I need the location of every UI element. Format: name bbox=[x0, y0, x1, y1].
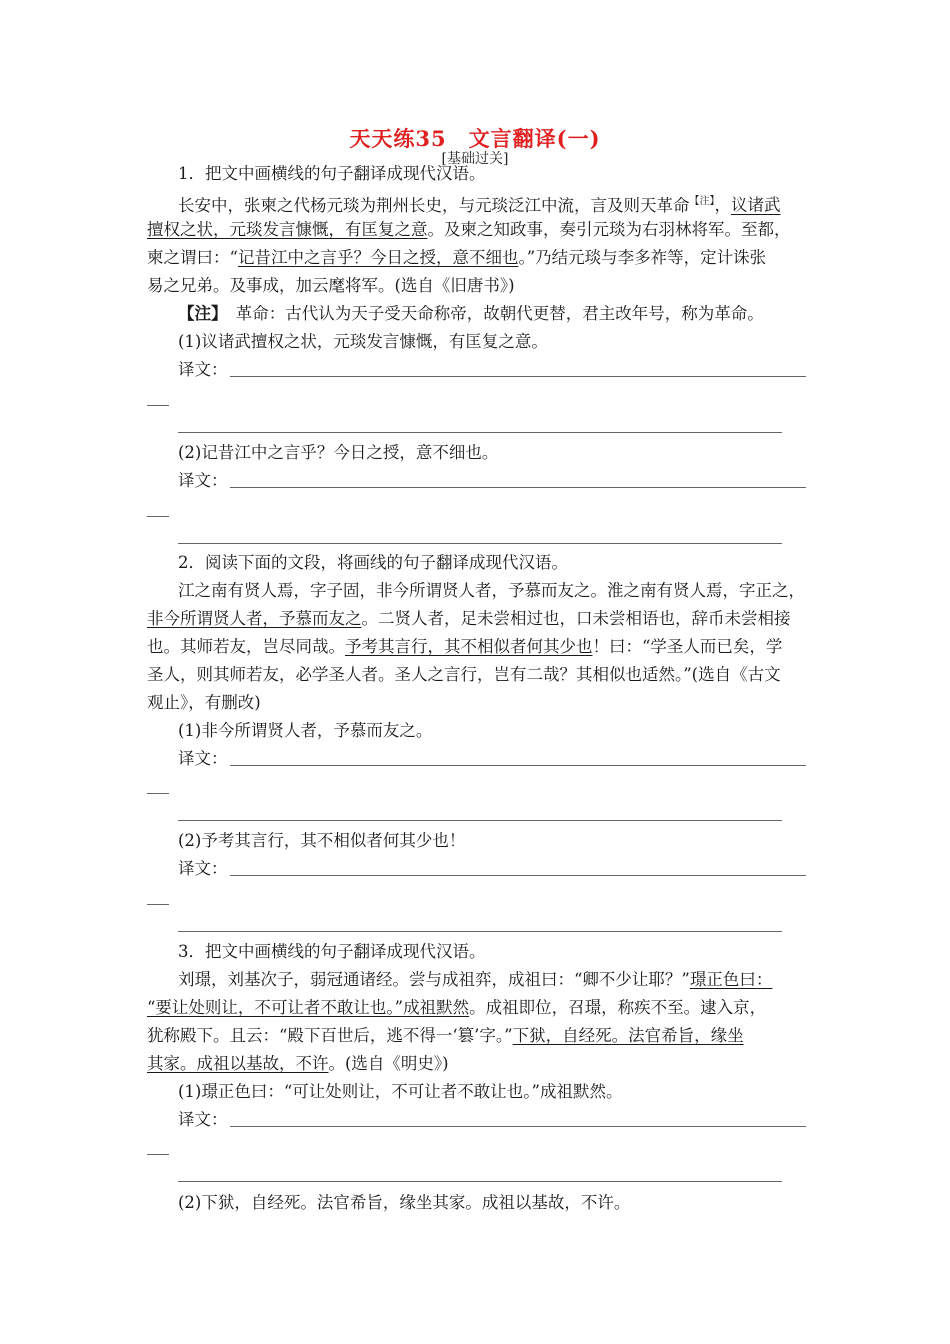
translate-label: 译文： bbox=[178, 749, 228, 768]
q2-sub1-prompt: (1)非今所谓贤人者，予慕而友之。 bbox=[178, 721, 433, 740]
q1-prompt: 1．把文中画横线的句子翻译成现代汉语。 bbox=[178, 164, 486, 183]
translate-label: 译文： bbox=[178, 360, 228, 379]
page-title: 天天练35 文言翻译(一) bbox=[349, 126, 601, 151]
q3-passage-line-2: “要让处则让，不可让者不敢让也。”成祖默然。成祖即位，召璟，称疾不至。逮入京， bbox=[147, 998, 767, 1017]
answer-line[interactable] bbox=[178, 820, 782, 821]
answer-line[interactable] bbox=[230, 765, 806, 766]
answer-line-stub bbox=[147, 405, 169, 406]
q3-passage-line-4: 其家。成祖以基故，不许。(选自《明史》) bbox=[147, 1054, 449, 1073]
translate-label: 译文： bbox=[178, 1110, 228, 1129]
q2-prompt: 2．阅读下面的文段，将画线的句子翻译成现代汉语。 bbox=[178, 553, 568, 572]
answer-line[interactable] bbox=[178, 931, 782, 932]
q1-passage-line-3: 柬之谓曰：“记昔江中之言乎？今日之授，意不细也。”乃结元琰与李多祚等，定计诛张 bbox=[147, 248, 767, 267]
answer-line[interactable] bbox=[178, 1181, 782, 1182]
answer-line-stub bbox=[147, 904, 169, 905]
q2-passage-line-5: 观止》，有删改) bbox=[147, 693, 261, 712]
answer-line[interactable] bbox=[230, 875, 806, 876]
q2-passage-line-1: 江之南有贤人焉，字子固，非今所谓贤人者，予慕而友之。淮之南有贤人焉，字正之， bbox=[178, 581, 805, 600]
answer-line-stub bbox=[147, 1154, 169, 1155]
q1-note: 【注】 革命：古代认为天子受天命称帝，故朝代更替，君主改年号，称为革命。 bbox=[178, 304, 764, 323]
q3-passage-line-1: 刘璟，刘基次子，弱冠通诸经。尝与成祖弈，成祖曰：“卿不少让耶？”璟正色曰： bbox=[178, 970, 773, 989]
q1-passage-line-1: 长安中，张柬之代杨元琰为荆州长史，与元琰泛江中流，言及则天革命$^{【注】}$，议诸武 bbox=[178, 195, 781, 215]
q3-sub2-prompt: (2)下狱，自经死。法官希旨，缘坐其家。成祖以基故，不许。 bbox=[178, 1193, 631, 1212]
answer-line-stub bbox=[147, 793, 169, 794]
note-marker: 【注】 bbox=[689, 196, 715, 207]
translate-label: 译文： bbox=[178, 859, 228, 878]
q2-passage-line-2: 非今所谓贤人者，予慕而友之。二贤人者，足未尝相过也，口未尝相语也，辞币未尝相接 bbox=[147, 609, 791, 628]
answer-line-stub bbox=[147, 516, 169, 517]
q3-passage-line-3: 犹称殿下。且云：“殿下百世后，逃不得一‘篡’字。”下狱，自经死。法官希旨，缘坐 bbox=[147, 1026, 744, 1045]
q3-prompt: 3．把文中画横线的句子翻译成现代汉语。 bbox=[178, 942, 486, 961]
q1-sub1-prompt: (1)议诸武擅权之状，元琰发言慷慨，有匡复之意。 bbox=[178, 332, 548, 351]
answer-line[interactable] bbox=[178, 432, 782, 433]
answer-line[interactable] bbox=[230, 376, 806, 377]
q1-passage-line-4: 易之兄弟。及事成，加云麾将军。(选自《旧唐书》) bbox=[147, 276, 515, 295]
answer-line[interactable] bbox=[178, 543, 782, 544]
q2-passage-line-3: 也。其师若友，岂尽同哉。予考其言行，其不相似者何其少也！曰：“学圣人而已矣，学 bbox=[147, 637, 783, 656]
q3-sub1-prompt: (1)璟正色曰：“可让处则让，不可让者不敢让也。”成祖默然。 bbox=[178, 1082, 623, 1101]
section-subtitle: [基础过关] bbox=[441, 151, 509, 167]
q2-passage-line-4: 圣人，则其师若友，必学圣人者。圣人之言行，岂有二哉？其相似也适然。”(选自《古文 bbox=[147, 665, 781, 684]
answer-line[interactable] bbox=[230, 487, 806, 488]
answer-line[interactable] bbox=[230, 1126, 806, 1127]
translate-label: 译文： bbox=[178, 471, 228, 490]
q2-sub2-prompt: (2)予考其言行，其不相似者何其少也！ bbox=[178, 831, 466, 850]
q1-passage-line-2: 擅权之状，元琰发言慷慨，有匡复之意。及柬之知政事，奏引元琰为右羽林将军。至都， bbox=[147, 220, 791, 239]
q1-sub2-prompt: (2)记昔江中之言乎？今日之授，意不细也。 bbox=[178, 443, 499, 462]
